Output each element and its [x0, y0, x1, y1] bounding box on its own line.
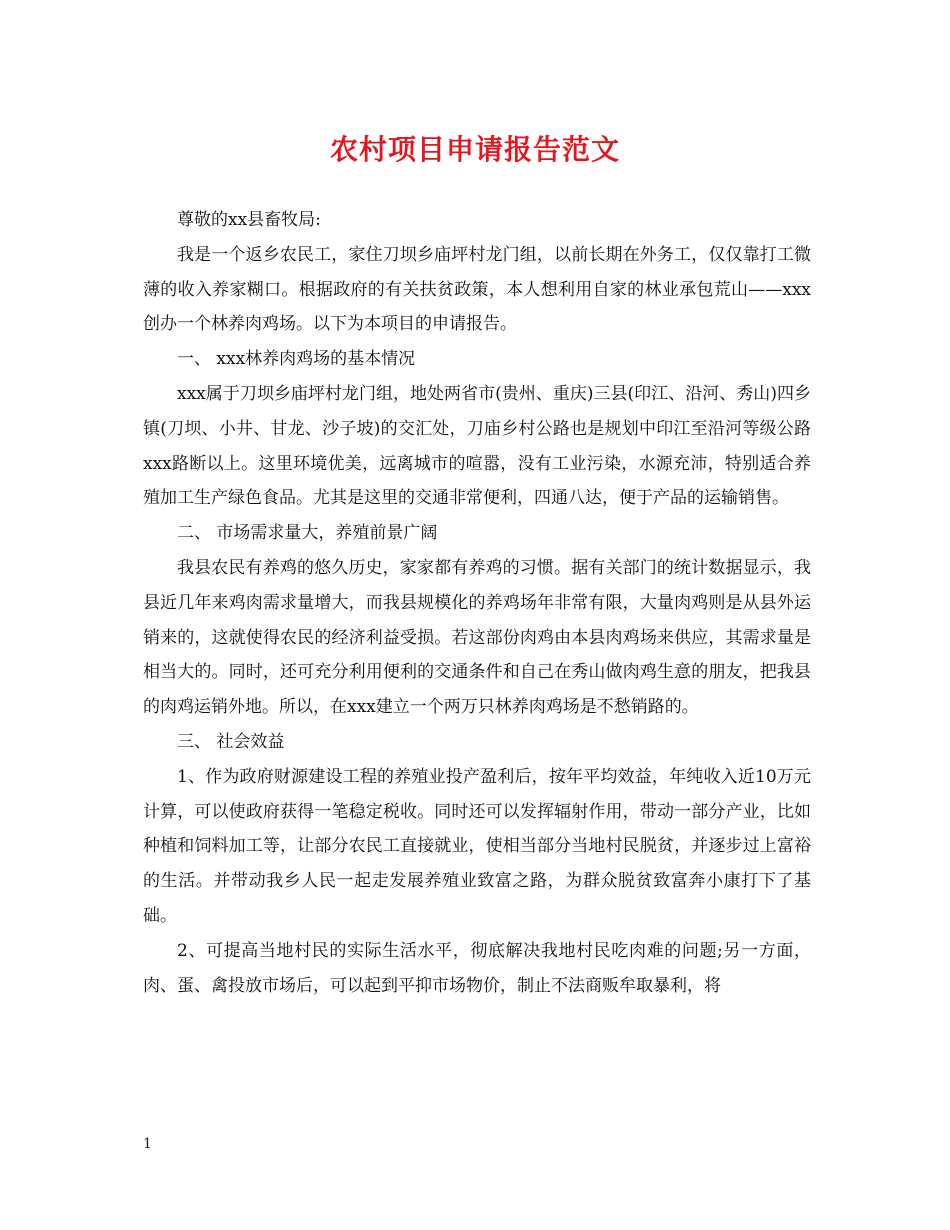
- document-body: [143, 203, 811, 1003]
- salutation: 尊敬的xx县畜牧局:: [177, 210, 321, 230]
- section-paragraph-1: xxx属于刀坝乡庙坪村龙门组，地处两省市(贵州、重庆)三县(印江、沿河、秀山)四乡镇(刀坝、小井、甘龙、沙子坡)的交汇处，刀庙乡村公路也是规划中印江至沿河等级公路xxx路断以上。这里环境优美，远离城市的喧嚣，没有工业污染，水源充沛，特别适合养殖加工生产绿色食品。尤其是这里的交通非常便利，四通八达，便于产品的运输销售。: [143, 383, 811, 509]
- section-heading-1: 一、 xxx林养肉鸡场的基本情况: [177, 349, 416, 370]
- page-number: 1: [143, 1136, 152, 1152]
- section-heading-2: 二、 市场需求量大，养殖前景广阔: [177, 523, 438, 544]
- intro-paragraph: 我是一个返乡农民工，家住刀坝乡庙坪村龙门组，以前长期在外务工，仅仅靠打工微薄的收入养家糊口。根据政府的有关扶贫政策，本人想利用自家的林业承包荒山——xxx创办一个林养肉鸡场。以下为本项目的申请报告。: [143, 244, 811, 335]
- document-title: 农村项目申请报告范文: [329, 133, 620, 166]
- benefit-paragraph-1: 1、作为政府财源建设工程的养殖业投产盈利后，按年平均效益，年纯收入近10万元计算，可以使政府获得一笔稳定税收。同时还可以发挥辐射作用，带动一部分产业，比如种植和饲料加工等，让部分农民工直接就业，使相当部分当地村民脱贫，并逐步过上富裕的生活。并带动我乡人民一起走发展养殖业致富之路，为群众脱贫致富奔小康打下了基础。: [143, 766, 811, 926]
- section-paragraph-2: 我县农民有养鸡的悠久历史，家家都有养鸡的习惯。据有关部门的统计数据显示，我县近几年来鸡肉需求量增大，而我县规模化的养鸡场年非常有限，大量肉鸡则是从县外运销来的，这就使得农民的经济利益受损。若这部份肉鸡由本县肉鸡场来供应，其需求量是相当大的。同时，还可充分利用便利的交通条件和自己在秀山做肉鸡生意的朋友，把我县的肉鸡运销外地。所以，在xxx建立一个两万只林养肉鸡场是不愁销路的。: [143, 557, 811, 718]
- section-heading-3: 三、 社会效益: [177, 731, 285, 752]
- benefit-paragraph-2: 2、可提高当地村民的实际生活水平，彻底解决我地村民吃肉难的问题;另一方面，肉、蛋、禽投放市场后，可以起到平抑市场物价，制止不法商贩牟取暴利，将: [143, 940, 811, 996]
